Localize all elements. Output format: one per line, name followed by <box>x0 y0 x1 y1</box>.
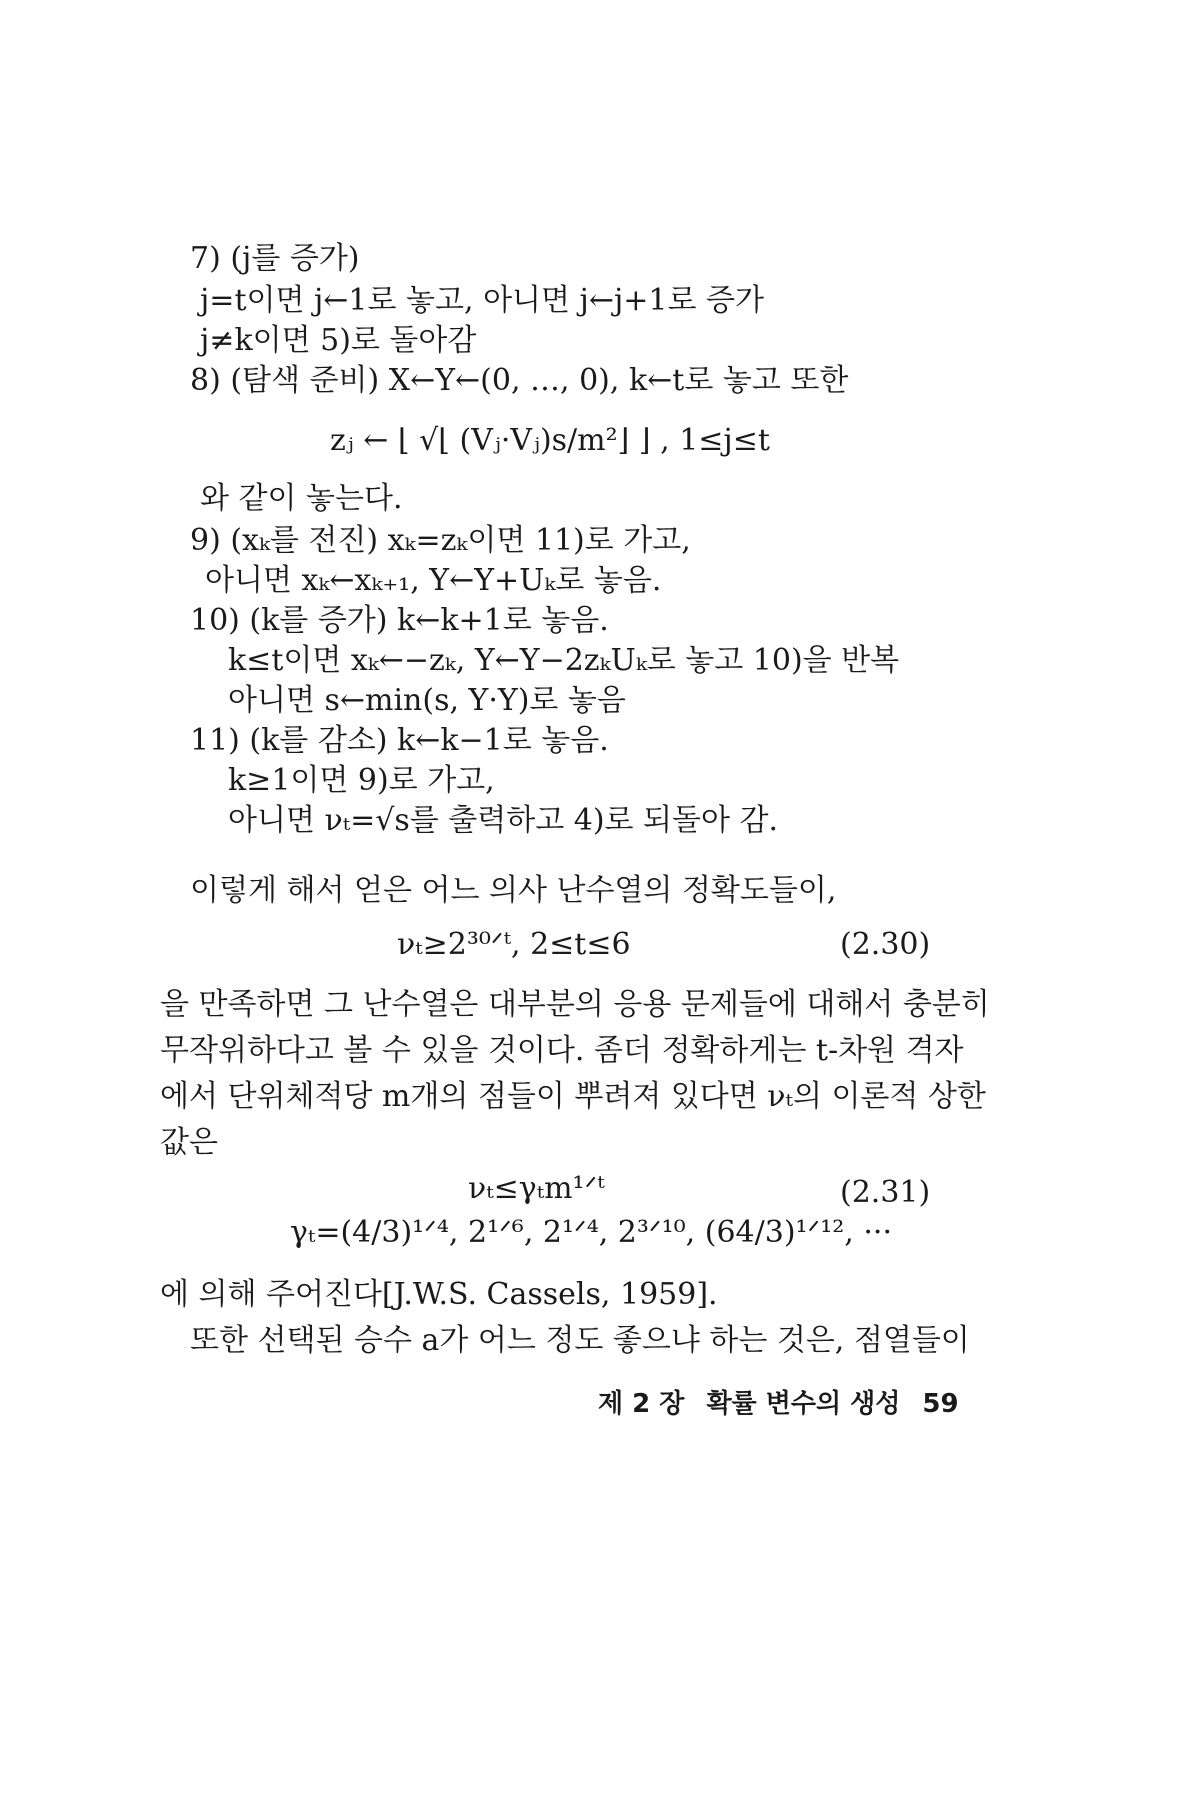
step-7-line-1: j=t이면 j←1로 놓고, 아니면 j←j+1로 증가 <box>200 283 764 318</box>
step-10-line-2: 아니면 s←min(s, Y·Y)로 놓음 <box>228 683 626 718</box>
equation-2-31-line-1: νₜ≤γₜm¹ᐟᵗ <box>468 1171 605 1206</box>
step-10-heading: 10) (k를 증가) k←k+1로 놓음. <box>190 603 609 638</box>
paragraph-3-line-1: 에 의해 주어진다[J.W.S. Cassels, 1959]. <box>160 1277 718 1312</box>
equation-2-30: νₜ≥2³⁰ᐟᵗ, 2≤t≤6 <box>397 927 631 962</box>
page-number: 59 <box>922 1389 959 1419</box>
footer-title: 확률 변수의 생성 <box>706 1389 901 1419</box>
paragraph-2-line-2: 무작위하다고 볼 수 있을 것이다. 좀더 정확하게는 t-차원 격자 <box>160 1033 964 1068</box>
step-8-heading: 8) (탐색 준비) X←Y←(0, …, 0), k←t로 놓고 또한 <box>190 363 849 398</box>
step-7-line-2: j≠k이면 5)로 돌아감 <box>200 323 477 358</box>
equation-number-2-30: (2.30) <box>840 927 931 962</box>
paragraph-1: 이렇게 해서 얻은 어느 의사 난수열의 정확도들이, <box>190 873 837 908</box>
paragraph-2-line-1: 을 만족하면 그 난수열은 대부분의 응용 문제들에 대해서 충분히 <box>160 987 990 1022</box>
paragraph-2-line-4: 값은 <box>160 1125 218 1160</box>
step-10-line-1: k≤t이면 xₖ←−zₖ, Y←Y−2zₖUₖ로 놓고 10)을 반복 <box>228 643 900 678</box>
step-9-line-1: 아니면 xₖ←xₖ₊₁, Y←Y+Uₖ로 놓음. <box>205 563 662 598</box>
step-11-line-2: 아니면 νₜ=√s를 출력하고 4)로 되돌아 감. <box>228 803 779 838</box>
step-9-heading: 9) (xₖ를 전진) xₖ=zₖ이면 11)로 가고, <box>190 523 691 558</box>
step-11-heading: 11) (k를 감소) k←k−1로 놓음. <box>190 723 609 758</box>
equation-number-2-31: (2.31) <box>840 1175 931 1210</box>
equation-2-31-line-2: γₜ=(4/3)¹ᐟ⁴, 2¹ᐟ⁶, 2¹ᐟ⁴, 2³ᐟ¹⁰, (64/3)¹ᐟ¹², ··· <box>290 1215 892 1250</box>
footer-chapter: 제 2 장 <box>598 1389 685 1419</box>
paragraph-3-line-2: 또한 선택된 승수 a가 어느 정도 좋으냐 하는 것은, 점열들이 <box>190 1323 970 1358</box>
page-footer <box>598 1388 959 1420</box>
paragraph-2-line-3: 에서 단위체적당 m개의 점들이 뿌려져 있다면 νₜ의 이론적 상한 <box>160 1079 986 1114</box>
step-7-heading: 7) (j를 증가) <box>190 241 360 276</box>
step-11-line-1: k≥1이면 9)로 가고, <box>228 763 495 798</box>
step-8-formula: zⱼ ← ⌊ √⌊ (Vⱼ·Vⱼ)s/m²⌋ ⌋ , 1≤j≤t <box>330 423 770 458</box>
step-8-line-2: 와 같이 놓는다. <box>200 481 403 516</box>
